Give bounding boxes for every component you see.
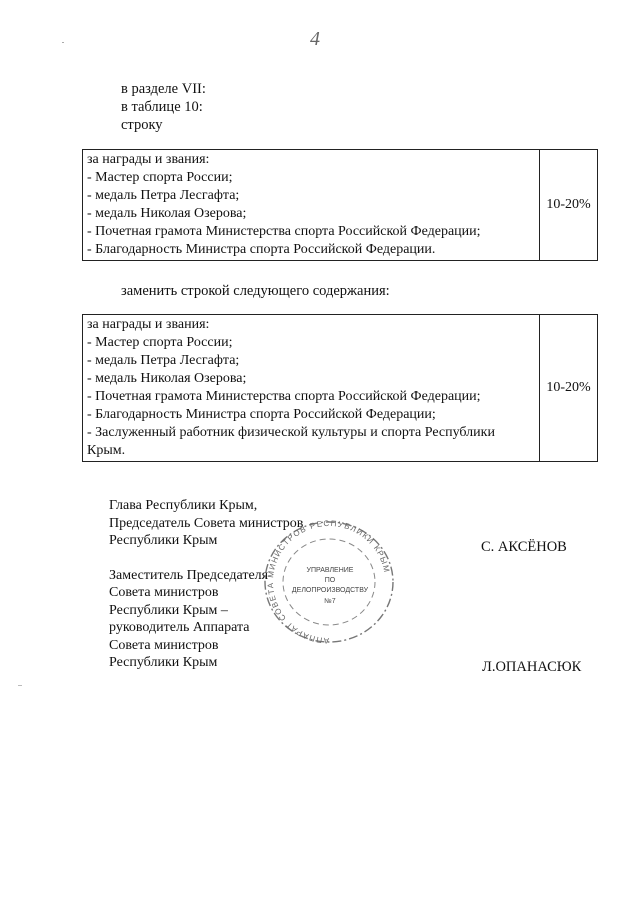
page-number: 4: [310, 28, 320, 50]
award-line: - медаль Николая Озерова;: [87, 371, 247, 386]
percent-cell: 10-20%: [540, 315, 598, 462]
signatory-title: Республики Крым: [109, 655, 218, 670]
award-line: за награды и звания:: [87, 317, 210, 332]
award-line: - Благодарность Министра спорта Российской Федерации.: [87, 242, 436, 257]
signatory-title: Заместитель Председателя: [109, 567, 269, 583]
signatory-title: Глава Республики Крым,: [109, 498, 258, 513]
intro-line: в разделе VII:: [121, 81, 206, 97]
scan-speck: [62, 42, 64, 43]
stamp-center-line: ДЕЛОПРОИЗВОДСТВУ: [291, 587, 369, 594]
award-line: - медаль Петра Лесгафта;: [87, 188, 240, 203]
signatory-title: Совета министров: [109, 585, 219, 600]
intro-line: в таблице 10:: [121, 99, 203, 115]
award-line: - Почетная грамота Министерства спорта Российской Федерации;: [87, 224, 481, 239]
signatory-name-aksenov: С. АКСЁНОВ: [481, 539, 567, 555]
signatory-name-opanasyuk: Л.ОПАНАСЮК: [482, 659, 582, 675]
award-line: за награды и звания:: [87, 152, 210, 167]
award-line: - медаль Петра Лесгафта;: [87, 353, 240, 368]
award-line: - Благодарность Министра спорта Российской Федерации;: [87, 407, 436, 422]
award-line: - Мастер спорта России;: [87, 335, 233, 350]
old-row-table: [82, 149, 598, 261]
award-line: - Мастер спорта России;: [87, 170, 233, 185]
new-row-table: [82, 314, 598, 462]
percent-cell: 10-20%: [540, 150, 598, 261]
intro-line: строку: [121, 117, 163, 133]
signatory-title: Совета министров: [109, 637, 219, 653]
signatory-title: Республики Крым –: [109, 602, 228, 618]
award-line: - Заслуженный работник физической культуры и спорта Республики: [87, 425, 495, 440]
awards-cell: [83, 150, 540, 261]
signatory-title: Председатель Совета министров: [109, 515, 304, 531]
award-line: - медаль Николая Озерова;: [87, 206, 247, 221]
official-stamp: [258, 516, 400, 644]
stamp-center-line: ПО: [324, 577, 336, 584]
stamp-center-line: УПРАВЛЕНИЕ: [306, 567, 354, 574]
award-line: - Почетная грамота Министерства спорта Российской Федерации;: [87, 389, 481, 404]
award-line: Крым.: [87, 443, 126, 458]
stamp-ring-text: АППАРАТ СОВЕТА МИНИСТРОВ РЕСПУБЛИКИ КРЫМ: [265, 518, 392, 644]
replace-instruction: заменить строкой следующего содержания:: [121, 283, 390, 299]
scan-speck: [18, 685, 22, 686]
intro-text: [121, 80, 206, 134]
stamp-center-line: №7: [324, 598, 336, 605]
signatory-title: Республики Крым: [109, 533, 218, 548]
signatory-title: руководитель Аппарата: [109, 620, 250, 635]
awards-cell: [83, 315, 540, 462]
